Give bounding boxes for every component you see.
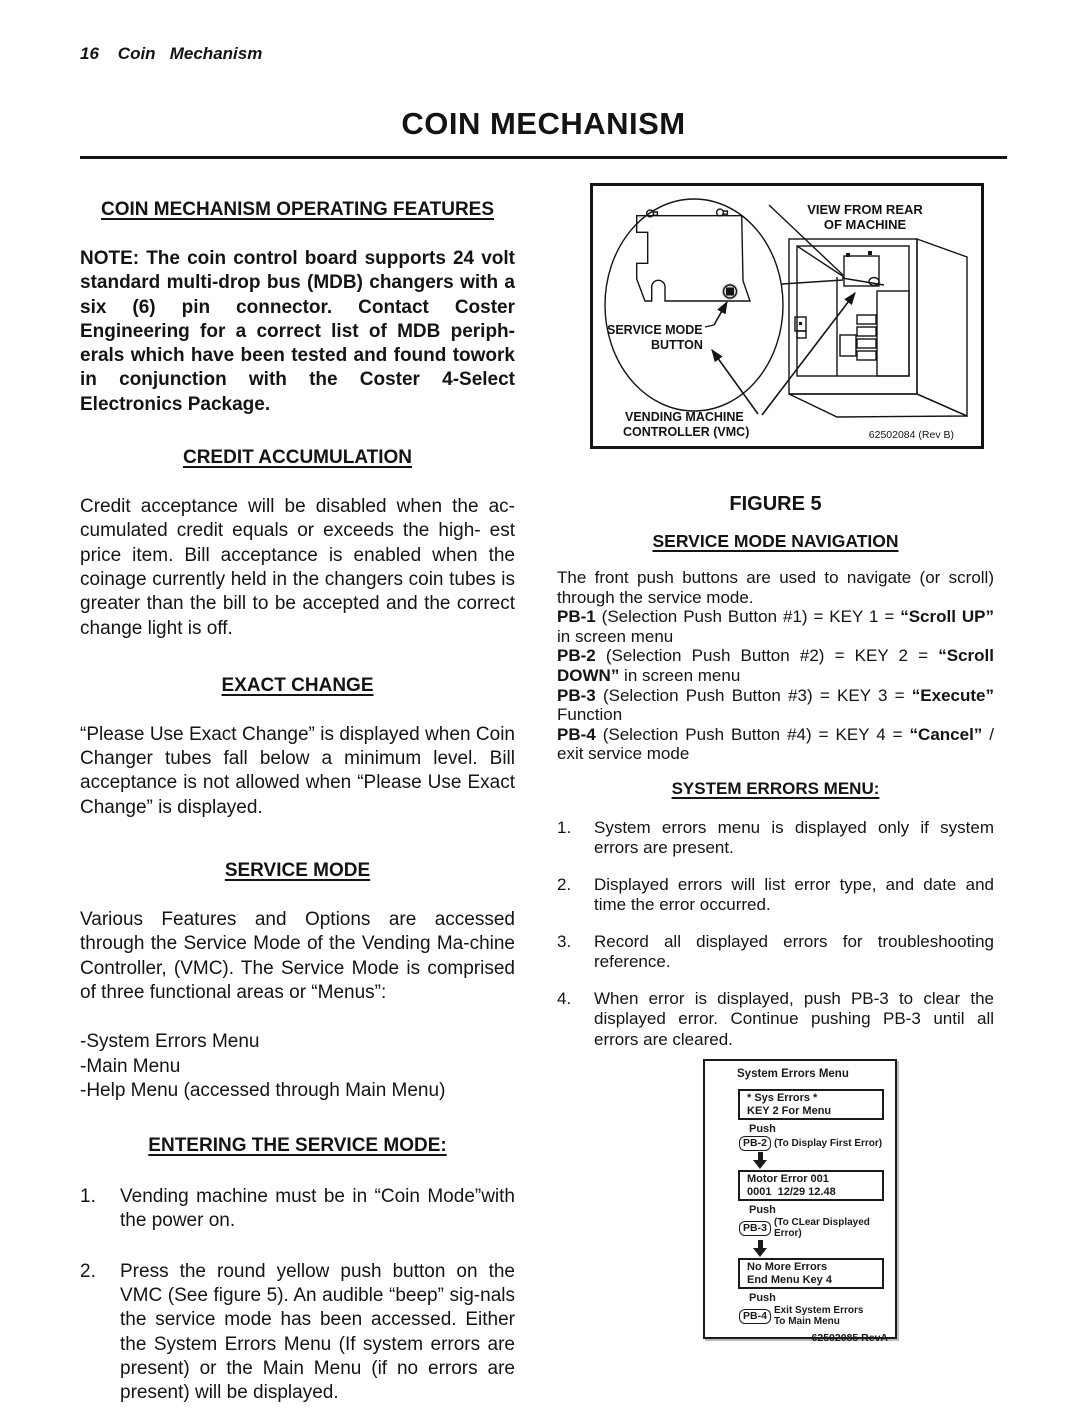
list-item <box>557 818 994 859</box>
flowchart-screen-no-more-errors <box>738 1258 884 1289</box>
pb-line: PB-1 (Selection Push Button #1) = KEY 1 = “Scroll UP” in screen menu <box>557 607 994 646</box>
item-text: Displayed errors will list error type, and date and time the error occurred. <box>594 874 994 915</box>
screen-line: 0001 12/29 12.48 <box>747 1185 836 1198</box>
item-text: Record all displayed errors for troubleshooting reference. <box>594 931 994 972</box>
flowchart-screen-motor-error <box>738 1170 884 1201</box>
pb-line: PB-3 (Selection Push Button #3) = KEY 3 = “Execute” Function <box>557 685 994 725</box>
flowchart-ref-number: 62502085 RevA <box>811 1332 888 1345</box>
list-item: -Main Menu <box>80 1055 181 1077</box>
service-mode-navigation-text <box>557 568 994 764</box>
button-note: Exit System Errors To Main Menu <box>773 1305 864 1328</box>
pb-line: PB-4 (Selection Push Button #4) = KEY 4 = “Cancel” / exit service mode <box>557 724 994 764</box>
list-item <box>557 932 994 973</box>
screen-line: No More Errors <box>747 1261 828 1274</box>
list-item: -Help Menu (accessed through Main Menu) <box>80 1079 446 1101</box>
screen-line: KEY 2 For Menu <box>747 1104 832 1117</box>
figure5-caption: FIGURE 5 <box>729 493 822 515</box>
figure-label-service-line2: BUTTON <box>651 338 703 352</box>
figure-label-vmc-line1: VENDING MACHINE <box>625 410 744 424</box>
down-arrow-icon <box>753 1152 767 1169</box>
figure-ref-number: 62502084 (Rev B) <box>868 429 954 441</box>
service-mode-paragraph: Various Features and Options are accessed through the Service Mode of the Vending Ma-chine Controller, (VMC). The Service Mode is comprised of three functional areas or “Menus”: <box>80 909 515 1003</box>
item-number: 4. <box>557 988 572 1008</box>
button-row <box>739 1136 895 1151</box>
step-number: 1. <box>80 1186 96 1208</box>
step-number: 2. <box>80 1260 96 1282</box>
push-label: Push <box>749 1292 776 1305</box>
item-text: System errors menu is displayed only if system errors are present. <box>594 817 994 858</box>
pb3-button: PB-3 <box>739 1221 771 1236</box>
flowchart-title: System Errors Menu <box>737 1068 849 1081</box>
figure-label-service-line1: SERVICE MODE <box>607 323 703 337</box>
section-heading-service-mode: SERVICE MODE <box>224 860 371 882</box>
step-text: Press the round yellow push button on the VMC (See figure 5). An audible “beep” sig-nals the service mode has been accessed. Either the System Errors Menu (If system errors are present) or the Main Menu (if no errors are present) will be displayed. <box>120 1260 515 1404</box>
figure-label-view-line2: OF MACHINE <box>823 217 907 232</box>
section-heading-operating-features: COIN MECHANISM OPERATING FEATURES <box>100 199 495 220</box>
list-item <box>557 989 994 1051</box>
left-column <box>80 183 515 1406</box>
list-item <box>80 1185 515 1234</box>
right-column <box>557 183 994 1406</box>
screen-line: * Sys Errors * <box>747 1092 818 1105</box>
item-number: 1. <box>557 817 572 837</box>
figure-label-view-line1: VIEW FROM REAR <box>807 202 923 217</box>
list-item: -System Errors Menu <box>80 1031 260 1053</box>
section-heading-system-errors-menu: SYSTEM ERRORS MENU: <box>671 778 880 798</box>
section-heading-service-mode-navigation: SERVICE MODE NAVIGATION <box>652 531 899 551</box>
figure5-diagram <box>593 186 981 446</box>
button-row <box>739 1217 895 1239</box>
push-label: Push <box>749 1204 776 1217</box>
step-text: Vending machine must be in “Coin Mode”with the power on. <box>120 1186 515 1232</box>
item-number: 3. <box>557 931 572 951</box>
system-errors-flowchart <box>703 1059 897 1345</box>
section-heading-entering-service-mode: ENTERING THE SERVICE MODE: <box>148 1135 447 1157</box>
page-header: 16 Coin Mechanism <box>80 44 263 63</box>
pb4-button: PB-4 <box>739 1309 771 1324</box>
title-rule <box>80 156 1007 159</box>
figure5-box <box>590 183 984 449</box>
down-arrow-icon <box>753 1240 767 1257</box>
item-text: When error is displayed, push PB-3 to clear the displayed error. Continue pushing PB-3 until all errors are cleared. <box>594 988 994 1049</box>
note-paragraph: NOTE: The coin control board supports 24 volt standard multi-drop bus (MDB) changers with a six (6) pin connector. Contact Coster Engineering for a correct list of MDB periph-erals which have been tested and found towork in conjunction with the Coster 4-Select Electronics Package. <box>80 248 515 415</box>
pb2-button: PB-2 <box>739 1136 771 1151</box>
list-item <box>557 875 994 916</box>
section-heading-exact-change: EXACT CHANGE <box>221 674 374 696</box>
system-errors-list <box>557 818 994 1051</box>
page-title: COIN MECHANISM <box>401 106 686 141</box>
list-item <box>80 1260 515 1406</box>
exact-change-paragraph: “Please Use Exact Change” is displayed when Coin Changer tubes fall below a minimum level. Bill acceptance is not allowed when “Please Use Exact Change” is displayed. <box>80 723 515 818</box>
item-number: 2. <box>557 874 572 894</box>
button-note: (To Display First Error) <box>773 1138 883 1150</box>
pb-line: PB-2 (Selection Push Button #2) = KEY 2 = “Scroll DOWN” in screen menu <box>557 646 994 685</box>
push-label: Push <box>749 1123 776 1136</box>
two-column-layout <box>80 183 1007 1406</box>
figure-label-vmc-line2: CONTROLLER (VMC) <box>623 425 750 439</box>
button-row <box>739 1305 895 1327</box>
credit-accumulation-paragraph: Credit acceptance will be disabled when the ac-cumulated credit equals or exceeds the high- est price item. Bill acceptance is enabled when the coinage currently held in the changers coin tubes is greater than the bill to be accepted and the correct change light is off. <box>80 496 515 639</box>
menu-list <box>80 1030 515 1103</box>
entering-steps-list <box>80 1185 515 1405</box>
button-note: (To CLear Displayed Error) <box>773 1217 870 1240</box>
screen-line: Motor Error 001 <box>747 1173 829 1186</box>
section-heading-credit-accumulation: CREDIT ACCUMULATION <box>182 447 413 469</box>
flowchart-screen-sys-errors <box>738 1089 884 1120</box>
nav-intro: The front push buttons are used to navigate (or scroll) through the service mode. <box>557 568 994 607</box>
screen-line: End Menu Key 4 <box>747 1273 832 1286</box>
